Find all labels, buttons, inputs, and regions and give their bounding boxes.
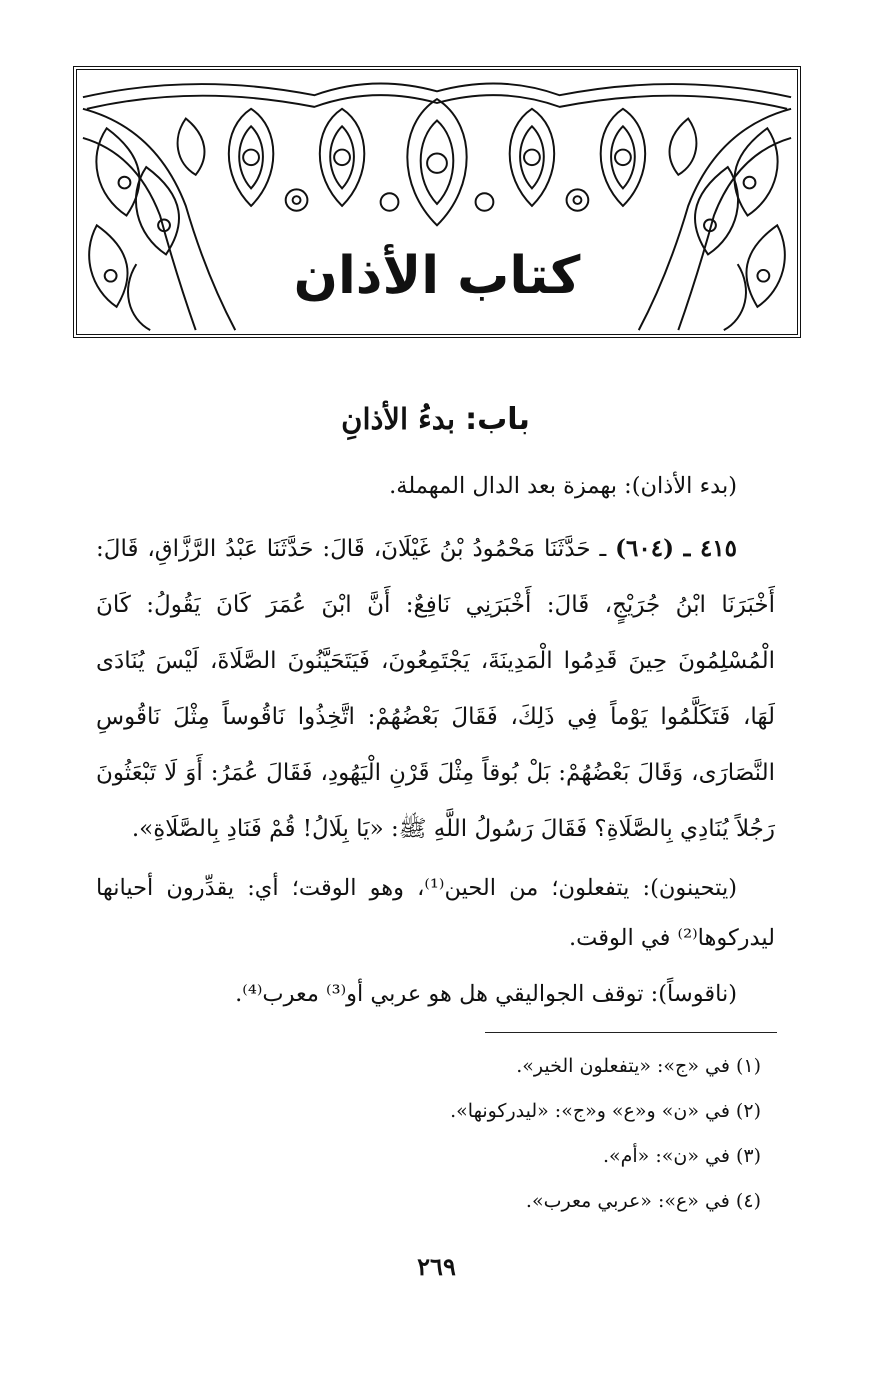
footnotes [96,1044,777,1224]
hadith-paragraph [96,521,775,857]
page-number: ٢٦٩ [417,1252,456,1281]
footnote-item: (٤) في «ع»: «عربي معرب». [525,1190,761,1212]
hadith-text: ـ حَدَّثَنَا مَحْمُودُ بْنُ غَيْلَانَ، قَالَ: حَدَّثَنَا عَبْدُ الرَّزَّاقِ، قَالَ: أَخْبَرَنَا ابْنُ جُرَيْجٍ، قَالَ: أَخْبَرَنِي نَافِعٌ: أَنَّ ابْنَ عُمَرَ كَانَ يَقُولُ: كَانَ الْمُسْلِمُونَ حِينَ قَدِمُوا الْمَدِينَةَ، يَجْتَمِعُونَ، فَيَتَحَيَّنُونَ الصَّلَاةَ، لَيْسَ يُنَادَى لَهَا، فَتَكَلَّمُوا يَوْماً فِي ذَلِكَ، فَقَالَ بَعْضُهُمْ: اتَّخِذُوا نَاقُوساً مِثْلَ نَاقُوسِ النَّصَارَى، وَقَالَ بَعْضُهُمْ: بَلْ بُوقاً مِثْلَ قَرْنِ الْيَهُودِ، فَقَالَ عُمَرُ: أَوَ لَا تَبْعَثُونَ رَجُلاً يُنَادِي بِالصَّلَاةِ؟ فَقَالَ رَسُولُ اللَّهِ ﷺ: «يَا بِلَالُ! قُمْ فَنَادِ بِالصَّلَاةِ». [96,536,775,842]
ornamental-header-frame [73,66,801,338]
footnote-item: (٢) في «ن» و«ع» و«ج»: «ليدركونها». [450,1100,761,1122]
commentary-paragraph: (ناقوساً): توقف الجواليقي هل هو عربي أو⁽³⁾ معرب⁽⁴⁾. [235,981,737,1007]
chapter-title: بدءُ الأذانِ [341,402,456,436]
chapter-label: باب: [465,402,530,437]
chapter-heading [96,392,775,447]
footnote-divider [485,1032,777,1033]
page-body [96,392,775,1019]
footnote-item: (١) في «ج»: «يتفعلون الخير». [516,1055,761,1077]
footnote-item: (٣) في «ن»: «أم». [602,1145,761,1167]
book-title: كتاب الأذان [293,246,581,306]
intro-note: (بدء الأذان): بهمزة بعد الدال المهملة. [389,473,737,499]
hadith-number: ٤١٥ ـ (٦٠٤) [615,535,738,562]
commentary-paragraph: (يتحينون): يتفعلون؛ من الحين⁽¹⁾، وهو الوقت؛ أي: يقدِّرون أحيانها ليدركوها⁽²⁾ في الوقت. [96,875,775,951]
